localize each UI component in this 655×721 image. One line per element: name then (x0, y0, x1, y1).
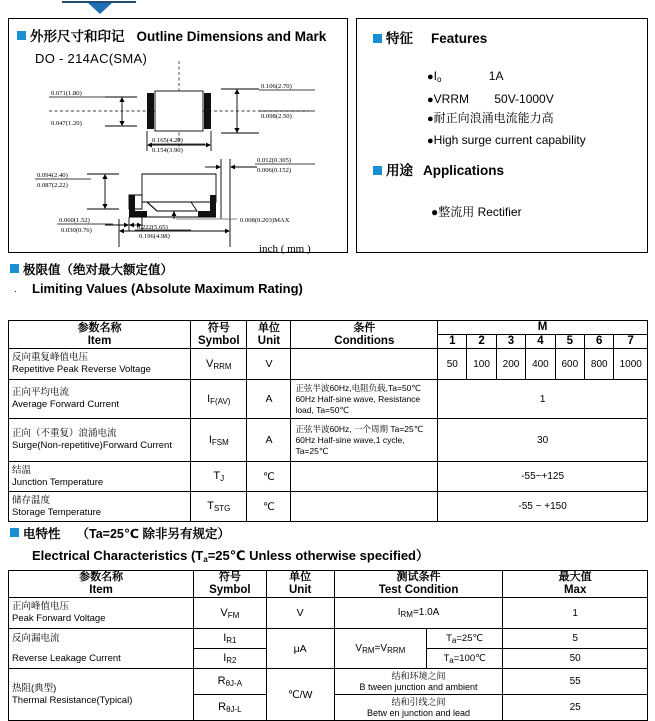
dim-side-right-lower: 0.006(0.152) (257, 167, 292, 174)
package-name: DO - 214AC(SMA) (35, 51, 148, 66)
col-item (9, 321, 191, 349)
header-decoration (0, 0, 655, 14)
symbol-base: V (206, 357, 214, 370)
row-item (9, 380, 191, 419)
value-cell-span: 1 (438, 380, 648, 419)
row-unit: ℃ (247, 462, 291, 492)
col-max-en: Max (563, 584, 587, 596)
feature-label: High surge current capability (433, 132, 586, 147)
row-conditions-cn: 正弦半波60Hz,电阻负载,Ta=50℃ (295, 382, 421, 393)
units-caption: inch ( mm ) (259, 243, 311, 255)
row-item-cn: 正向平均电流 (12, 387, 70, 398)
feature-value: 1A (488, 69, 504, 83)
row-symbol (194, 649, 266, 669)
electrical-heading-en (32, 545, 429, 564)
row-item-en: Thermal Resistance(Typical) (12, 694, 133, 706)
row-item-en: Surge(Non-repetitive)Forward Current (12, 440, 172, 451)
col-max (503, 571, 648, 598)
col-item-en: Item (89, 584, 113, 596)
row-test-condition (334, 598, 503, 629)
cond-base: V (355, 642, 363, 654)
feature-label: I (433, 69, 437, 83)
features-heading-en: Features (431, 31, 488, 46)
row-test-subcondition (426, 629, 502, 649)
col-symbol-cn: 符号 (207, 321, 230, 334)
cond-base: I (397, 607, 401, 618)
col-unit (266, 571, 334, 598)
table-row (9, 380, 648, 419)
table-row (9, 462, 648, 492)
blue-square-bullet-icon (10, 264, 19, 273)
dim-side-right-upper: 0.012(0.305) (257, 157, 292, 164)
col-item-cn: 参数名称 (77, 321, 122, 334)
symbol-base: I (223, 652, 227, 664)
symbol-sub: R2 (226, 656, 237, 665)
symbol-base: T (213, 470, 221, 482)
symbol-base: I (208, 433, 212, 446)
dim-top-bottom-upper: 0.165(4.20) (152, 137, 183, 144)
row-conditions-en: Betw en junction and lead (366, 707, 471, 718)
value-cell: 200 (496, 349, 525, 380)
col-item-en: Item (87, 334, 112, 347)
row-item-en: Reverse Leakage Current (12, 652, 121, 664)
value-cell: 50 (438, 349, 467, 380)
col-symbol-en: Symbol (209, 584, 251, 596)
applications-heading-cn: 用途 (386, 163, 413, 178)
features-panel (356, 18, 648, 253)
symbol-base: R (218, 701, 227, 713)
limiting-heading-cn: 极限值（绝对最大额定值） (23, 263, 174, 277)
features-heading-cn: 特征 (386, 31, 413, 46)
symbol-sub: F(AV) (210, 396, 231, 406)
dim-side-left-upper: 0.094(2.40) (37, 172, 68, 179)
list-item (431, 203, 522, 220)
col-conditions-en: Conditions (334, 334, 395, 347)
symbol-base: I (223, 632, 227, 644)
list-item (427, 90, 655, 110)
electrical-heading-cn-b: （Ta=25℃ 除非另有规定） (76, 527, 230, 541)
cond-sub: RM (400, 610, 413, 619)
row-item-cn: 正向峰值电压 (12, 601, 70, 612)
row-conditions-cn: 结和引线之间 (391, 696, 446, 707)
outline-heading-en: Outline Dimensions and Mark (136, 29, 327, 44)
symbol-base: T (207, 500, 214, 512)
cond-sub2: RRM (387, 645, 406, 655)
value-cell-span: 30 (438, 419, 648, 462)
table-row (9, 629, 648, 649)
package-drawing (9, 19, 349, 254)
dim-standoff: 0.008(0.203)MAX (240, 217, 290, 224)
row-item-cn: 储存温度 (12, 494, 51, 506)
row-item-en: Average Forward Current (12, 399, 120, 410)
row-conditions-en: 60Hz Half-sine wave, Resistance load, Ta=50℃ (295, 393, 421, 415)
row-symbol (191, 419, 247, 462)
col-m-1: 1 (438, 335, 467, 349)
table-row (9, 669, 648, 695)
electrical-heading-en-sub: a (203, 555, 208, 564)
dim-side-bottom-lower: 0.196(4.98) (139, 233, 170, 240)
col-unit-en: Unit (288, 584, 312, 596)
col-symbol (194, 571, 266, 598)
col-symbol (191, 321, 247, 349)
cond-sub: RM (362, 645, 375, 655)
row-test-subcondition (426, 649, 502, 669)
row-item-en: Junction Temperature (12, 476, 104, 488)
symbol-base: V (220, 606, 228, 619)
symbol-sub: θJ-L (226, 705, 242, 714)
symbol-base: I (207, 392, 211, 405)
row-test-condition (334, 669, 503, 695)
electrical-heading-cn-a: 电特性 (23, 527, 61, 541)
row-conditions (291, 492, 438, 522)
limiting-values-table (8, 320, 648, 522)
col-m-3: 3 (496, 335, 525, 349)
feature-label: 耐正向浪涌电流能力高 (433, 111, 554, 125)
value-cell: 800 (585, 349, 614, 380)
dim-top-right-upper: 0.106(2.70) (261, 83, 292, 90)
row-conditions-cn: 结和环境之间 (391, 670, 446, 681)
row-item-cn: 结温 (12, 464, 32, 476)
electrical-heading-en-b: =25℃ Unless otherwise specified） (207, 548, 430, 563)
symbol-sub: R1 (226, 636, 237, 645)
row-item (9, 419, 191, 462)
list-item (427, 67, 655, 90)
col-item (9, 571, 194, 598)
dim-side-foot-lower: 0.030(0.76) (61, 227, 92, 234)
row-test-condition (334, 695, 503, 721)
row-conditions (291, 380, 438, 419)
row-symbol (194, 629, 266, 649)
cond-tail: =V (374, 642, 388, 654)
row-item (9, 629, 194, 669)
value-cell: 400 (526, 349, 555, 380)
symbol-base: R (217, 675, 226, 687)
value-cell: 1000 (614, 349, 648, 380)
cond-tail: =1.0A (412, 607, 440, 618)
col-group-m: M (438, 321, 648, 335)
dim-side-foot-upper: 0.060(1.52) (59, 217, 90, 224)
blue-square-bullet-icon (10, 528, 19, 537)
applications-heading-en: Applications (423, 163, 505, 178)
row-unit: ℃ (247, 492, 291, 522)
row-symbol (191, 492, 247, 522)
row-conditions (291, 349, 438, 380)
col-m-5: 5 (555, 335, 584, 349)
subcond-tail: =100℃ (453, 652, 486, 664)
symbol-sub: RRM (213, 361, 232, 371)
row-symbol (191, 462, 247, 492)
list-item (427, 129, 655, 152)
chevron-down-icon (88, 3, 112, 14)
symbol-sub: FM (227, 610, 240, 620)
row-item-en: Storage Temperature (12, 506, 102, 518)
row-symbol (191, 349, 247, 380)
row-test-condition (334, 629, 426, 669)
col-symbol-en: Symbol (198, 334, 240, 347)
row-item (9, 492, 191, 522)
row-max-value: 55 (503, 669, 648, 695)
col-unit-cn: 单位 (257, 321, 280, 334)
col-m-6: 6 (585, 335, 614, 349)
row-item (9, 669, 194, 721)
value-cell-span: -55~+125 (438, 462, 648, 492)
table-row (9, 598, 648, 629)
col-symbol-cn: 符号 (218, 571, 241, 583)
row-symbol (194, 598, 266, 629)
col-unit-en: Unit (257, 334, 281, 347)
value-cell-span: -55 ~ +150 (438, 492, 648, 522)
col-conditions-cn: 条件 (353, 321, 376, 334)
row-item-cn: 正向（不重复）浪涌电流 (12, 428, 117, 439)
row-max-value: 50 (503, 649, 648, 669)
row-conditions-cn: 正弦半波60Hz, 一个周期 Ta=25℃ (295, 423, 424, 434)
row-item (9, 462, 191, 492)
col-conditions (291, 321, 438, 349)
subcond-sub: a (451, 635, 457, 645)
feature-label-sub: o (437, 75, 442, 84)
col-m-7: 7 (614, 335, 648, 349)
row-conditions (291, 419, 438, 462)
row-unit: ℃/W (266, 669, 334, 721)
limiting-heading-en: Limiting Values (Absolute Maximum Rating) (32, 281, 303, 296)
row-unit: A (247, 419, 291, 462)
col-m-2: 2 (467, 335, 496, 349)
outline-dimensions-panel (8, 18, 348, 253)
feature-value: 50V-1000V (494, 91, 554, 106)
row-item (9, 349, 191, 380)
col-unit-cn: 单位 (289, 571, 312, 583)
row-unit: μA (266, 629, 334, 669)
row-symbol (194, 669, 266, 695)
subcond-sub: a (449, 655, 454, 665)
row-conditions-en: 60Hz Half-sine wave,1 cycle, Ta=25℃ (295, 434, 405, 456)
features-heading (373, 27, 487, 47)
applications-list (391, 203, 522, 220)
stray-dot-mark: . (14, 284, 17, 295)
col-max-cn: 最大值 (558, 571, 592, 583)
bullet-dot-icon: ● (427, 134, 434, 147)
row-item-en: Peak Forward Voltage (12, 613, 106, 624)
symbol-sub: STG (213, 504, 231, 513)
row-unit: A (247, 380, 291, 419)
electrical-characteristics-table (8, 570, 648, 721)
applications-heading (373, 159, 504, 179)
dim-side-bottom-upper: 0.222(5.65) (137, 224, 168, 231)
symbol-sub: J (220, 474, 225, 483)
col-test-condition-cn: 测试条件 (396, 571, 441, 583)
dim-top-left-upper: 0.071(1.80) (51, 90, 82, 97)
col-item-cn: 参数名称 (79, 571, 124, 583)
features-list (387, 67, 655, 152)
row-unit: V (247, 349, 291, 380)
table-row (9, 419, 648, 462)
outline-heading-cn: 外形尺寸和印记 (30, 29, 125, 44)
row-unit: V (266, 598, 334, 629)
row-item-cn: 热阻(典型) (12, 682, 57, 694)
row-max-value: 1 (503, 598, 648, 629)
subcond-base: T (446, 632, 452, 644)
col-m-4: 4 (526, 335, 555, 349)
symbol-sub: θJ-A (225, 679, 243, 688)
feature-label: VRRM (433, 91, 469, 106)
bullet-dot-icon: ● (427, 71, 434, 83)
electrical-heading-en-a: Electrical Characteristics (T (32, 548, 204, 563)
table-row (9, 349, 648, 380)
bullet-dot-icon: ● (427, 113, 434, 125)
subcond-tail: =25℃ (456, 632, 484, 644)
dim-top-left-lower: 0.047(1.20) (51, 120, 82, 127)
bullet-dot-icon: ● (431, 205, 439, 219)
blue-square-bullet-icon (373, 166, 382, 175)
list-item (427, 109, 655, 129)
application-label: 整流用 Rectifier (438, 205, 522, 219)
row-item-en: Repetitive Peak Reverse Voltage (12, 364, 151, 375)
row-conditions-en: B tween junction and ambient (359, 681, 478, 692)
row-max-value: 25 (503, 695, 648, 721)
dim-top-bottom-lower: 0.154(3.90) (152, 147, 183, 154)
table-row (9, 492, 648, 522)
col-unit (247, 321, 291, 349)
row-conditions (291, 462, 438, 492)
blue-square-bullet-icon (373, 34, 382, 43)
row-symbol (194, 695, 266, 721)
value-cell: 600 (555, 349, 584, 380)
row-item-cn: 反向漏电流 (12, 632, 60, 644)
symbol-sub: FSM (211, 437, 229, 447)
bullet-dot-icon: ● (427, 93, 434, 106)
limiting-values-heading (10, 260, 303, 296)
row-max-value: 5 (503, 629, 648, 649)
col-test-condition-en: Test Condition (378, 584, 459, 596)
row-item-cn: 反向重复峰值电压 (12, 352, 89, 363)
dim-side-left-lower: 0.087(2.22) (37, 182, 68, 189)
row-symbol (191, 380, 247, 419)
subcond-base: T (443, 652, 450, 664)
table-header-row (9, 321, 648, 335)
table-header-row (9, 571, 648, 598)
electrical-characteristics-heading (10, 524, 429, 564)
dim-top-right-lower: 0.098(2.50) (261, 113, 292, 120)
value-cell: 100 (467, 349, 496, 380)
col-test-condition (334, 571, 503, 598)
row-item (9, 598, 194, 629)
